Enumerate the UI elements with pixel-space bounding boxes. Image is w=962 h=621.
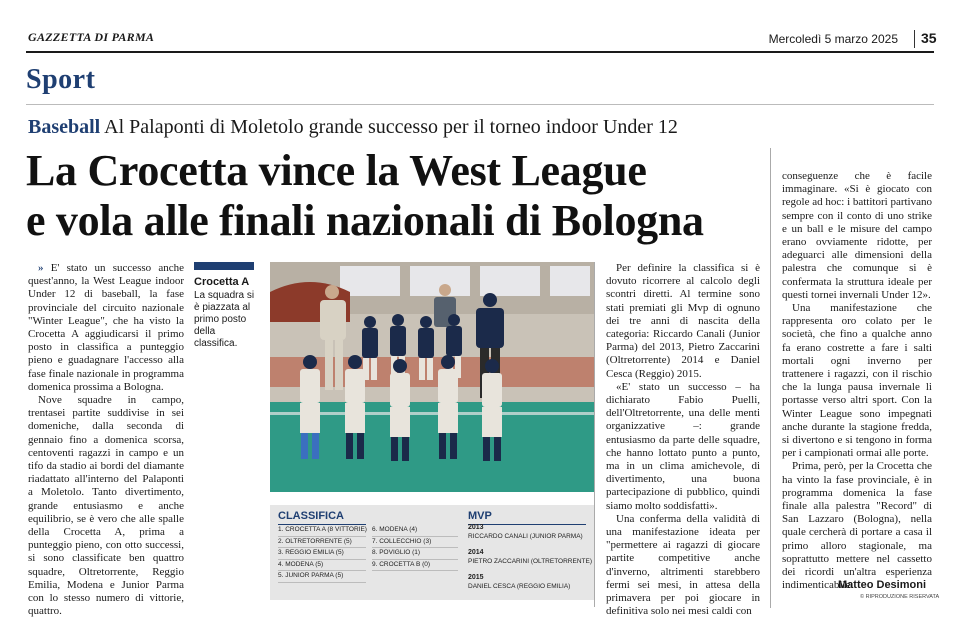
header-rule	[26, 51, 934, 53]
standings-row: 3. REGGIO EMILIA (5)	[278, 548, 366, 560]
standings-left-list	[278, 525, 366, 583]
standings-row: 7. COLLECCHIO (3)	[372, 537, 458, 549]
standings-title: CLASSIFICA	[278, 510, 344, 522]
column-divider	[770, 148, 771, 608]
standings-row: 8. POVIGLIO (1)	[372, 548, 458, 560]
kicker	[28, 116, 678, 139]
paragraph: conseguenze che è facile immaginare. «Si è giocato con regole ad hoc: i battitori partivano sempre con il conto di uno strike e un ball e le misure del campo erano ovviamente ridotte, per adeguarci alle dimensioni della palestra che comunque si è confermata la struttura ideale per questi tornei invernali Under 12».	[782, 170, 932, 301]
kicker-tag: Baseball	[28, 116, 101, 138]
team-photo-illustration	[270, 262, 594, 492]
mvp-title: MVP	[468, 510, 492, 522]
masthead: GAZZETTA DI PARMA	[28, 30, 155, 44]
paragraph-text: E' stato un successo anche quest'anno, la West League indoor Under 12 di baseball, la fase provinciale del circuito nazionale "Winter League", che ha visto la Crocetta A aggiudicarsi il primo posto in classifica a punteggio pieno e guadagnare l'accesso alla fase finale nazionale in programma domenica prossima a Bologna.	[28, 262, 185, 393]
mvp-name: PIETRO ZACCARINI (OLTRETORRENTE)	[468, 558, 592, 565]
headline	[26, 146, 786, 246]
column-divider	[594, 262, 595, 607]
headline-line-1: La Crocetta vince la West League	[26, 146, 647, 195]
caption-title: Crocetta A	[194, 276, 250, 288]
mvp-name: DANIEL CESCA (REGGIO EMILIA)	[468, 583, 571, 590]
paragraph: Una manifestazione che rappresenta oro colato per le società, che fino a qualche anno fa erano costrette a fare i salti mortali ogni inverno per trattenere i ragazzi, con il rischio che la lunga pausa invernale li portasse verso altri sport. Con la Winter League sono impegnati anche durante la stagione fredda, si divertono e si tengono in forma per i campionati ormai alle porte.	[782, 302, 932, 460]
quote-mark-icon: »	[38, 262, 44, 274]
caption-text: La squadra si è piazzata al primo posto della classifica.	[194, 290, 255, 349]
standings-row: 5. JUNIOR PARMA (5)	[278, 571, 366, 583]
standings-row: 6. MODENA (4)	[372, 525, 458, 537]
copyright-notice: © RIPRODUZIONE RISERVATA	[860, 594, 940, 600]
standings-row: 4. MODENA (5)	[278, 560, 366, 572]
mvp-name: RICCARDO CANALI (JUNIOR PARMA)	[468, 533, 583, 540]
standings-row: 1. CROCETTA A (8 VITTORIE)	[278, 525, 366, 537]
mvp-year: 2013	[468, 524, 484, 531]
article-column-4	[782, 170, 932, 595]
paragraph: Per definire la classifica si è dovuto ricorrere al calcolo degli scontri diretti. Al termine sono stati premiati gli Mvp di ognuno dei tre anni di nascita della categoria: Riccardo Canali (Junior Parma) del 2013, Pietro Zaccarini (Oltretorrente) 2014 e Daniel Cesca (Reggio) 2015.	[606, 262, 760, 380]
section-rule	[26, 104, 934, 105]
author-byline: Matteo Desimoni	[838, 579, 927, 591]
paragraph: Nove squadre in campo, trentasei partite suddivise in sei domeniche, dalla seconda di gennaio fino a domenica scorsa, centoventi ragazzi in campo e un tifo da stadio ai bordi del diamante riadattato all'interno del Palaponti a Moletolo. Tanto divertimento, grande entusiasmo e anche equilibrio, se è vero che alle spalle della Crocetta A, prima a punteggio pieno, con otto successi, si sono classificate ben quattro squadre, Oltretorrente, Reggio Emilia, Modena e Junior Parma con lo stesso numero di vittorie, quattro.	[28, 394, 184, 618]
mvp-year: 2015	[468, 574, 484, 581]
standings-row: 2. OLTRETORRENTE (5)	[278, 537, 366, 549]
standings-right-list	[372, 525, 458, 571]
paragraph	[28, 262, 184, 394]
article-column-1	[28, 262, 185, 618]
standings-row: 9. CROCETTA B (0)	[372, 560, 458, 572]
mvp-year: 2014	[468, 549, 484, 556]
paragraph: Una conferma della validità di una manifestazione ideata per "permettere ai ragazzi di giocare partite competitive anche d'inverno, altrimenti starebbero fermi sei mesi, in attesa della primavera per poi giocare in definitiva solo nei mesi caldi con	[606, 512, 760, 618]
issue-date: Mercoledì 5 marzo 2025	[768, 32, 898, 46]
mvp-rule	[468, 524, 586, 525]
kicker-text: Al Palaponti di Moletolo grande successo per il torneo indoor Under 12	[104, 116, 678, 138]
section-title: Sport	[26, 64, 96, 95]
caption-bar	[194, 262, 254, 270]
team-photo	[270, 262, 594, 492]
paragraph: «E' stato un successo – ha dichiarato Fabio Puelli, dell'Oltretorrente, una delle menti organizzative –: grande entusiasmo da parte delle squadre, che hanno lottato punto a punto, ma in un clima amichevole, di divertimento, una buona partecipazione di pubblico, quindi siamo molto soddisfatti».	[606, 380, 760, 512]
standings-box	[270, 505, 594, 600]
headline-line-2: e vola alle finali nazionali di Bologna	[26, 196, 704, 245]
article-column-3	[606, 262, 760, 618]
paragraph: Prima, però, per la Crocetta che ha vinto la fase provinciale, è in programma domenica la fase finale alla palestra "Record" di San Lazzaro (Bologna), nella quale cercherà di portare a casa il primo alloro stagionale, ma soprattutto mettere nel cassetto dei ricordi un'altra esperienza indimenticabile.	[782, 460, 932, 592]
page-number: 35	[914, 30, 937, 48]
